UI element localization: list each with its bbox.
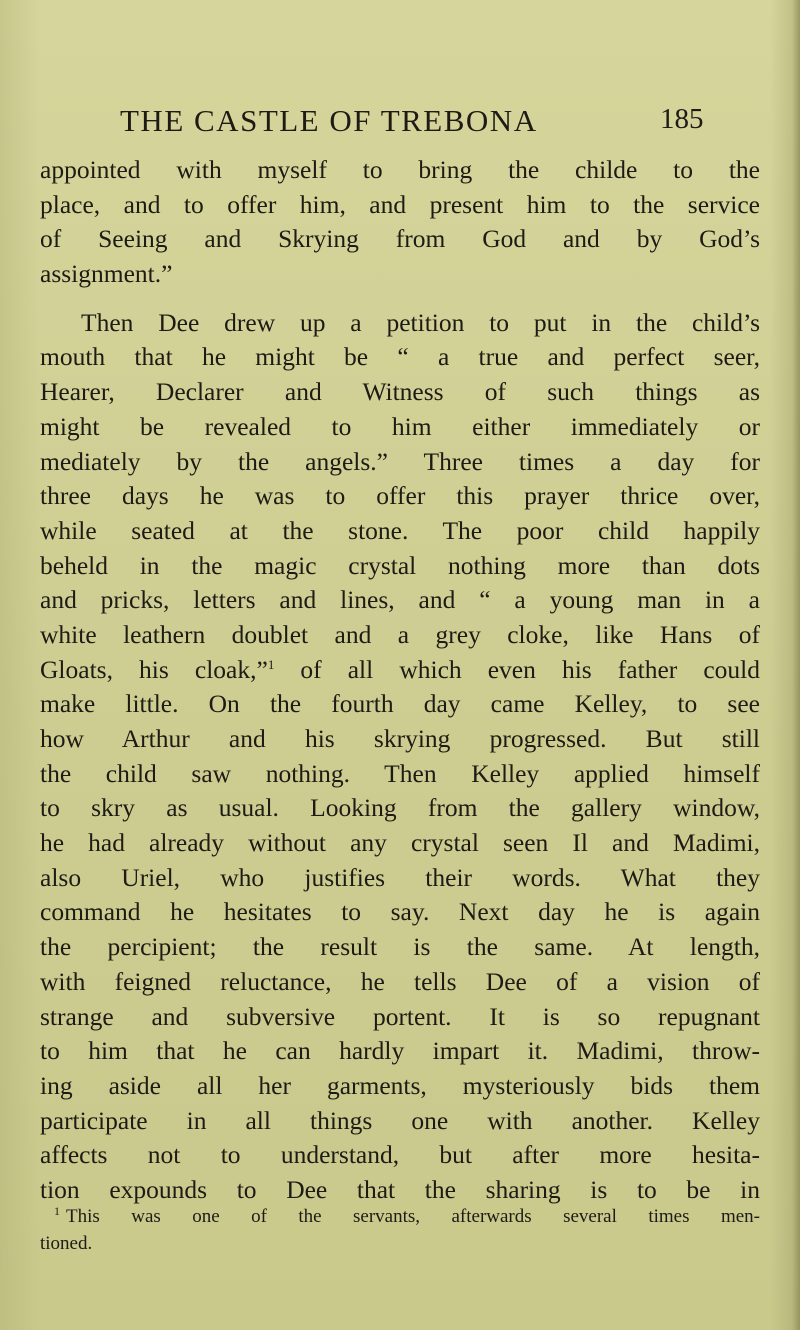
- text-fragment: Gloats, his cloak,”: [40, 654, 268, 684]
- text-line: command he hesitates to say. Next day he is again: [40, 897, 760, 927]
- page-header: [0, 103, 800, 139]
- text-line: also Uriel, who justifies their words. What they: [40, 862, 760, 892]
- footnote-reference[interactable]: 1: [267, 656, 275, 672]
- footnote-line: tioned.: [40, 1233, 93, 1254]
- text-line: while seated at the stone. The poor child happily: [40, 515, 760, 545]
- text-line: he had already without any crystal seen Il and Madimi,: [40, 828, 760, 858]
- text-line: ing aside all her garments, mysteriously bids them: [40, 1070, 760, 1100]
- text-line: mediately by the angels.” Three times a day for: [40, 446, 760, 476]
- footnote-text: This was one of the servants, afterwards several times men-: [66, 1206, 760, 1227]
- text-line: assignment.”: [40, 259, 173, 289]
- text-line: to him that he can hardly impart it. Madimi, throw-: [40, 1036, 760, 1066]
- text-line: of Seeing and Skrying from God and by God’s: [40, 224, 760, 254]
- running-title: THE CASTLE OF TREBONA: [120, 103, 538, 138]
- text-line: Hearer, Declarer and Witness of such things as: [40, 377, 760, 407]
- text-line: Then Dee drew up a petition to put in the child’s: [81, 307, 760, 337]
- page-number: 185: [660, 103, 704, 135]
- text-line: with feigned reluctance, he tells Dee of a vision of: [40, 966, 760, 996]
- text-line: participate in all things one with another. Kelley: [40, 1105, 760, 1135]
- text-line: place, and to offer him, and present him to the service: [40, 189, 760, 219]
- footnote-mark: 1: [54, 1204, 60, 1218]
- text-line: appointed with myself to bring the childe to the: [40, 155, 760, 184]
- text-fragment: of all which even his father could: [274, 654, 760, 684]
- text-line: beheld in the magic crystal nothing more than dots: [40, 550, 760, 580]
- text-line: three days he was to offer this prayer thrice over,: [40, 481, 760, 511]
- text-line: to skry as usual. Looking from the gallery window,: [40, 793, 760, 823]
- text-line: the child saw nothing. Then Kelley applied himself: [40, 758, 760, 788]
- text-line: and pricks, letters and lines, and “ a young man in a: [40, 585, 760, 615]
- text-line: might be revealed to him either immediately or: [40, 411, 760, 441]
- text-line: white leathern doublet and a grey cloke, like Hans of: [40, 619, 760, 649]
- page-edge-shadow: [792, 0, 800, 1330]
- body-text: [40, 153, 760, 1208]
- paragraph-gap: [40, 292, 760, 306]
- text-line: affects not to understand, but after more hesita-: [40, 1140, 760, 1170]
- text-line: make little. On the fourth day came Kelley, to see: [40, 689, 760, 719]
- footnote: [40, 1203, 760, 1257]
- text-line: strange and subversive portent. It is so repugnant: [40, 1001, 760, 1031]
- text-line: mouth that he might be “ a true and perfect seer,: [40, 342, 760, 372]
- text-line-with-footnote: [40, 653, 760, 688]
- text-line: how Arthur and his skrying progressed. But still: [40, 724, 760, 753]
- text-line: tion expounds to Dee that the sharing is to be in: [40, 1174, 760, 1204]
- text-line: the percipient; the result is the same. At length,: [40, 932, 760, 962]
- footnote-line: [40, 1203, 760, 1230]
